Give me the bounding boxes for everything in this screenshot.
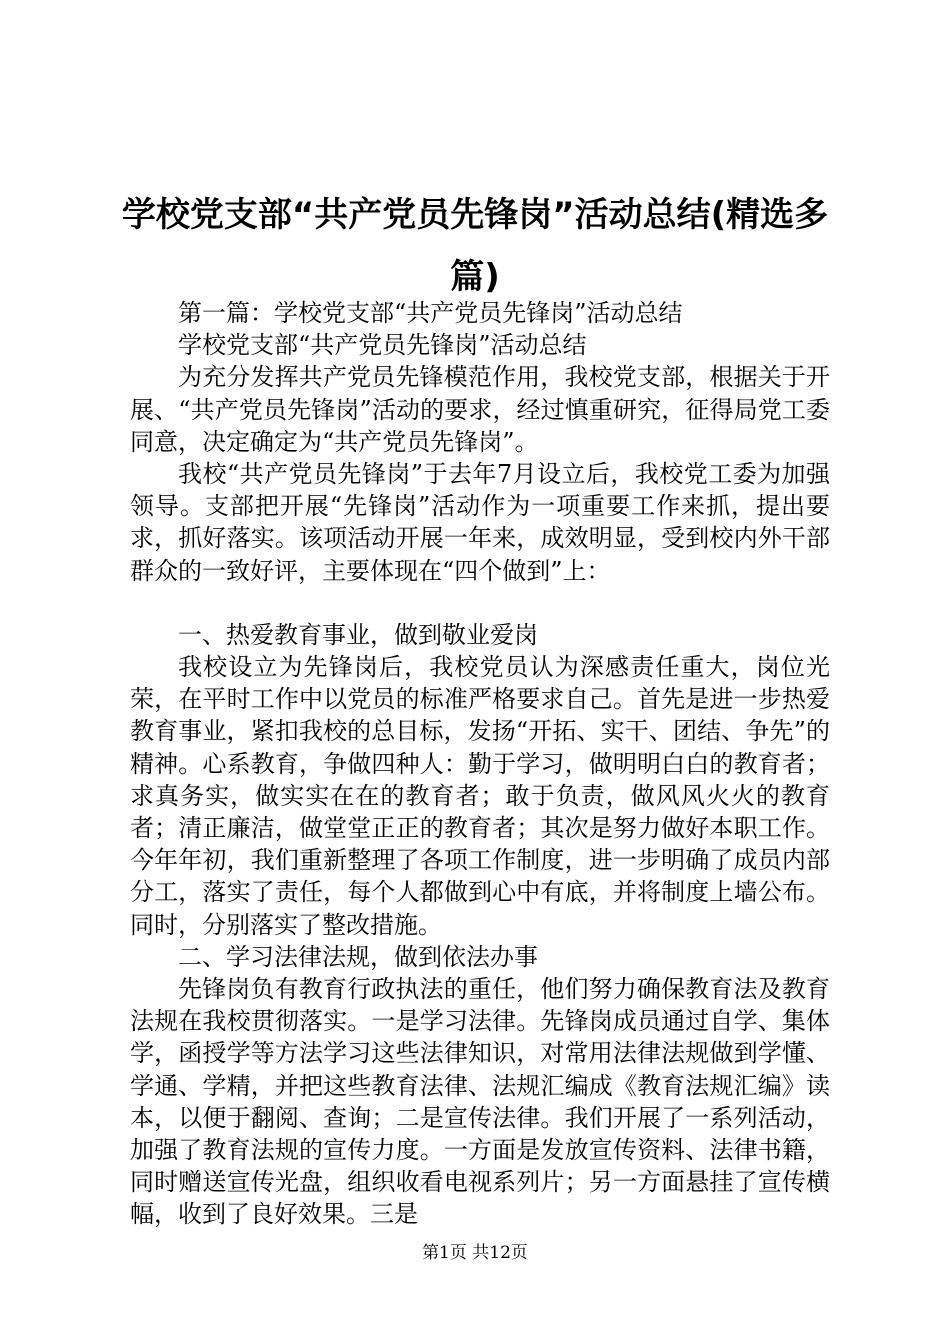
section-heading-part-one: 第一篇：学校党支部“共产党员先锋岗”活动总结 [178,299,683,327]
body-paragraph: 我校“共产党员先锋岗”于去年7月设立后，我校党工委为加强领导。支部把开展“先锋岗”活动作为一项重要工作来抓，提出要求，抓好落实。该项活动开展一年来，成效明显，受到校内外干部群众的一致好评，主要体现在“四个做到”上： [130,460,830,585]
body-paragraph: 我校设立为先锋岗后，我校党员认为深感责任重大，岗位光荣，在平时工作中以党员的标准严格要求自己。首先是进一步热爱教育事业，紧扣我校的总目标，发扬“开拓、实干、团结、争先”的精神。心系教育，争做四种人：勤于学习，做明明白白的教育者；求真务实，做实实在在的教育者；敢于负责，做风风火火的教育者；清正廉洁，做堂堂正正的教育者；其次是努力做好本职工作。今年年初，我们重新整理了各项工作制度，进一步明确了成员内部分工，落实了责任，每个人都做到心中有底，并将制度上墙公布。同时，分别落实了整改措施。 [130,653,830,939]
page-number-footer: 第1页 共12页 [422,1243,528,1263]
subtitle-paragraph: 学校党支部“共产党员先锋岗”活动总结 [178,331,587,360]
document-body [130,297,830,1231]
section-heading-one: 一、热爱教育事业，做到敬业爱岗 [178,620,538,649]
section-heading-two: 二、学习法律法规，做到依法办事 [178,942,538,971]
body-paragraph: 为充分发挥共产党员先锋模范作用，我校党支部，根据关于开展、“共产党员先锋岗”活动的要求，经过慎重研究，征得局党工委同意，决定确定为“共产党员先锋岗”。 [130,363,830,456]
document-title: 学校党支部“共产党员先锋岗”活动总结(精选多篇) [121,195,829,297]
body-paragraph: 先锋岗负有教育行政执法的重任，他们努力确保教育法及教育法规在我校贯彻落实。一是学习法律。先锋岗成员通过自学、集体学，函授学等方法学习这些法律知识，对常用法律法规做到学懂、学通、学精，并把这些教育法律、法规汇编成《教育法规汇编》读本，以便于翻阅、查询；二是宣传法律。我们开展了一系列活动，加强了教育法规的宣传力度。一方面是发放宣传资料、法律书籍，同时赠送宣传光盘，组织收看电视系列片；另一方面悬挂了宣传横幅，收到了良好效果。三是 [130,975,830,1229]
